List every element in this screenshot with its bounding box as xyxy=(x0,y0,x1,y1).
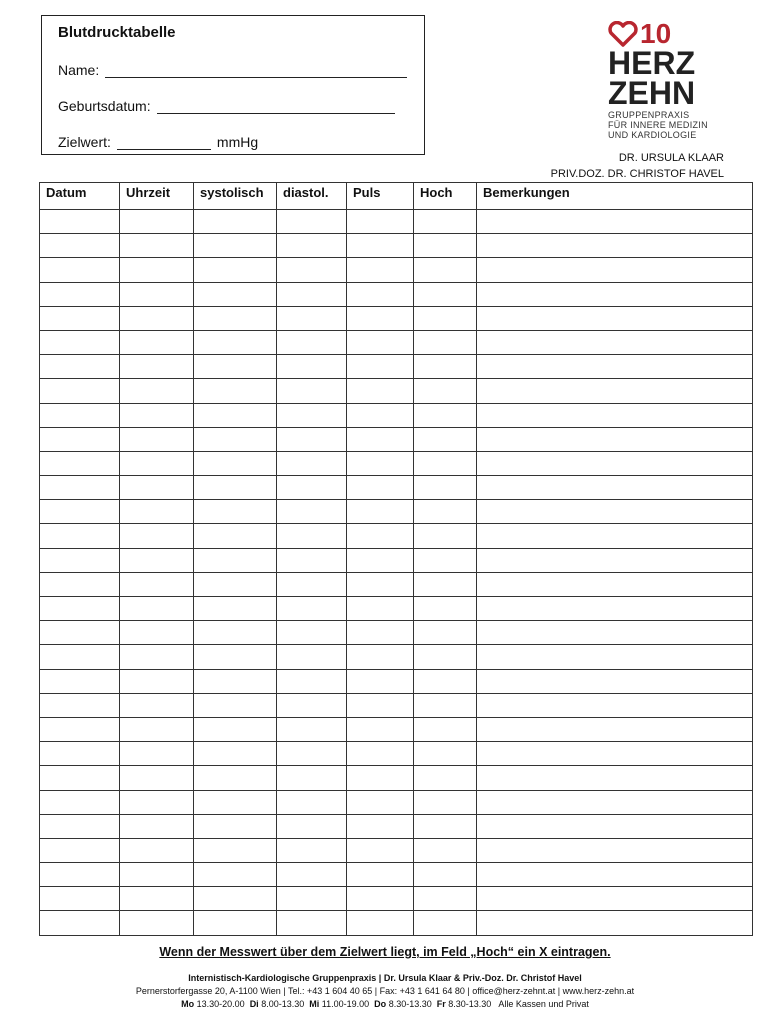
table-cell[interactable] xyxy=(277,548,347,572)
col-header-diastol: diastol. xyxy=(277,183,347,210)
table-cell[interactable] xyxy=(120,766,194,790)
table-cell[interactable] xyxy=(194,572,277,596)
table-cell[interactable] xyxy=(414,234,477,258)
table-cell[interactable] xyxy=(120,911,194,935)
table-cell[interactable] xyxy=(347,814,414,838)
table-cell[interactable] xyxy=(477,258,753,282)
table-cell[interactable] xyxy=(414,572,477,596)
table-row xyxy=(40,379,753,403)
table-cell[interactable] xyxy=(40,742,120,766)
table-cell[interactable] xyxy=(477,887,753,911)
table-cell[interactable] xyxy=(414,790,477,814)
table-cell[interactable] xyxy=(477,476,753,500)
hours-day: Do xyxy=(374,999,387,1009)
table-cell[interactable] xyxy=(120,814,194,838)
table-cell[interactable] xyxy=(347,863,414,887)
table-row xyxy=(40,234,753,258)
table-row xyxy=(40,500,753,524)
table-cell[interactable] xyxy=(120,742,194,766)
table-row xyxy=(40,742,753,766)
table-cell[interactable] xyxy=(277,306,347,330)
table-cell[interactable] xyxy=(194,597,277,621)
table-row xyxy=(40,427,753,451)
table-cell[interactable] xyxy=(477,451,753,475)
table-cell[interactable] xyxy=(414,717,477,741)
table-cell[interactable] xyxy=(40,887,120,911)
table-cell[interactable] xyxy=(477,234,753,258)
table-cell[interactable] xyxy=(40,548,120,572)
table-cell[interactable] xyxy=(120,306,194,330)
table-cell[interactable] xyxy=(414,766,477,790)
table-cell[interactable] xyxy=(414,451,477,475)
table-cell[interactable] xyxy=(120,693,194,717)
table-cell[interactable] xyxy=(277,258,347,282)
table-cell[interactable] xyxy=(120,234,194,258)
table-cell[interactable] xyxy=(40,911,120,935)
table-row xyxy=(40,524,753,548)
table-cell[interactable] xyxy=(477,306,753,330)
table-cell[interactable] xyxy=(347,306,414,330)
table-cell[interactable] xyxy=(347,355,414,379)
table-row xyxy=(40,572,753,596)
table-cell[interactable] xyxy=(120,258,194,282)
hours-time: 13.30-20.00 xyxy=(196,999,245,1009)
table-cell[interactable] xyxy=(277,911,347,935)
table-cell[interactable] xyxy=(477,403,753,427)
table-cell[interactable] xyxy=(347,210,414,234)
col-header-systolisch: systolisch xyxy=(194,183,277,210)
table-cell[interactable] xyxy=(120,403,194,427)
table-cell[interactable] xyxy=(40,282,120,306)
table-row xyxy=(40,863,753,887)
table-cell[interactable] xyxy=(347,911,414,935)
table-cell[interactable] xyxy=(477,282,753,306)
logo-herz: HERZ xyxy=(608,45,696,81)
table-cell[interactable] xyxy=(120,476,194,500)
target-unit: mmHg xyxy=(216,134,259,150)
table-row xyxy=(40,306,753,330)
table-cell[interactable] xyxy=(414,379,477,403)
table-cell[interactable] xyxy=(40,645,120,669)
table-cell[interactable] xyxy=(347,621,414,645)
table-cell[interactable] xyxy=(194,282,277,306)
table-row xyxy=(40,621,753,645)
table-row xyxy=(40,210,753,234)
table-cell[interactable] xyxy=(120,524,194,548)
table-cell[interactable] xyxy=(277,814,347,838)
table-cell[interactable] xyxy=(194,790,277,814)
table-cell[interactable] xyxy=(347,766,414,790)
patient-info-box xyxy=(41,15,425,155)
table-cell[interactable] xyxy=(347,379,414,403)
table-cell[interactable] xyxy=(414,210,477,234)
name-label: Name: xyxy=(58,62,100,78)
table-cell[interactable] xyxy=(40,427,120,451)
table-cell[interactable] xyxy=(40,330,120,354)
table-cell[interactable] xyxy=(120,621,194,645)
hours-day: Mi xyxy=(309,999,320,1009)
table-cell[interactable] xyxy=(40,306,120,330)
table-cell[interactable] xyxy=(277,379,347,403)
table-cell[interactable] xyxy=(120,548,194,572)
table-row xyxy=(40,717,753,741)
table-cell[interactable] xyxy=(414,645,477,669)
table-cell[interactable] xyxy=(194,887,277,911)
logo-zehn: ZEHN xyxy=(608,75,696,111)
table-cell[interactable] xyxy=(194,306,277,330)
table-cell[interactable] xyxy=(477,838,753,862)
birthdate-label: Geburtsdatum: xyxy=(58,98,151,114)
table-cell[interactable] xyxy=(277,645,347,669)
herz-zehn-logo xyxy=(608,20,738,140)
table-cell[interactable] xyxy=(194,524,277,548)
table-cell[interactable] xyxy=(194,669,277,693)
table-cell[interactable] xyxy=(120,282,194,306)
table-cell[interactable] xyxy=(347,427,414,451)
table-cell[interactable] xyxy=(277,427,347,451)
table-cell[interactable] xyxy=(347,548,414,572)
table-cell[interactable] xyxy=(277,451,347,475)
table-row xyxy=(40,548,753,572)
table-cell[interactable] xyxy=(347,524,414,548)
table-cell[interactable] xyxy=(277,210,347,234)
table-cell[interactable] xyxy=(277,766,347,790)
table-row xyxy=(40,669,753,693)
form-title: Blutdrucktabelle xyxy=(58,24,176,41)
table-cell[interactable] xyxy=(194,379,277,403)
table-cell[interactable] xyxy=(277,863,347,887)
table-cell[interactable] xyxy=(40,621,120,645)
table-cell[interactable] xyxy=(40,379,120,403)
table-cell[interactable] xyxy=(477,330,753,354)
table-cell[interactable] xyxy=(194,742,277,766)
table-cell[interactable] xyxy=(194,476,277,500)
table-cell[interactable] xyxy=(277,476,347,500)
table-cell[interactable] xyxy=(194,863,277,887)
table-cell[interactable] xyxy=(347,572,414,596)
table-cell[interactable] xyxy=(40,717,120,741)
table-cell[interactable] xyxy=(120,887,194,911)
hours-day: Di xyxy=(249,999,259,1009)
table-cell[interactable] xyxy=(40,258,120,282)
logo-subtitle-2: FÜR INNERE MEDIZIN xyxy=(608,120,708,130)
table-cell[interactable] xyxy=(40,500,120,524)
table-cell[interactable] xyxy=(414,306,477,330)
hours-time: 8.30-13.30 xyxy=(448,999,492,1009)
table-row xyxy=(40,693,753,717)
table-cell[interactable] xyxy=(277,669,347,693)
table-row xyxy=(40,838,753,862)
table-cell[interactable] xyxy=(277,234,347,258)
heart-icon xyxy=(608,21,638,47)
table-cell[interactable] xyxy=(40,669,120,693)
hours-insurance: Alle Kassen und Privat xyxy=(498,999,589,1009)
table-cell[interactable] xyxy=(120,427,194,451)
table-cell[interactable] xyxy=(477,717,753,741)
table-row xyxy=(40,645,753,669)
table-cell[interactable] xyxy=(477,621,753,645)
table-cell[interactable] xyxy=(120,379,194,403)
table-cell[interactable] xyxy=(120,572,194,596)
col-header-hoch: Hoch xyxy=(414,183,477,210)
target-input-line[interactable] xyxy=(117,135,211,150)
table-cell[interactable] xyxy=(347,500,414,524)
table-cell[interactable] xyxy=(120,500,194,524)
table-cell[interactable] xyxy=(477,814,753,838)
table-cell[interactable] xyxy=(40,597,120,621)
table-cell[interactable] xyxy=(347,330,414,354)
table-row xyxy=(40,403,753,427)
table-cell[interactable] xyxy=(347,887,414,911)
table-cell[interactable] xyxy=(277,693,347,717)
table-cell[interactable] xyxy=(194,403,277,427)
table-cell[interactable] xyxy=(477,500,753,524)
col-header-uhrzeit: Uhrzeit xyxy=(120,183,194,210)
table-cell[interactable] xyxy=(194,234,277,258)
hours-day: Mo xyxy=(181,999,195,1009)
table-cell[interactable] xyxy=(277,524,347,548)
blood-pressure-table xyxy=(39,182,753,936)
table-cell[interactable] xyxy=(347,717,414,741)
table-cell[interactable] xyxy=(120,838,194,862)
table-cell[interactable] xyxy=(277,597,347,621)
table-cell[interactable] xyxy=(194,500,277,524)
table-row xyxy=(40,790,753,814)
table-cell[interactable] xyxy=(477,597,753,621)
table-cell[interactable] xyxy=(277,330,347,354)
table-cell[interactable] xyxy=(477,693,753,717)
table-cell[interactable] xyxy=(120,669,194,693)
table-row xyxy=(40,355,753,379)
table-cell[interactable] xyxy=(477,790,753,814)
table-cell[interactable] xyxy=(277,500,347,524)
table-cell[interactable] xyxy=(477,210,753,234)
logo-number: 10 xyxy=(640,18,672,49)
table-row xyxy=(40,814,753,838)
table-cell[interactable] xyxy=(277,355,347,379)
table-cell[interactable] xyxy=(194,355,277,379)
table-cell[interactable] xyxy=(120,597,194,621)
table-cell[interactable] xyxy=(277,742,347,766)
table-cell[interactable] xyxy=(414,742,477,766)
hours-time: 8.30-13.30 xyxy=(388,999,432,1009)
table-cell[interactable] xyxy=(347,258,414,282)
table-cell[interactable] xyxy=(120,790,194,814)
table-cell[interactable] xyxy=(477,742,753,766)
instruction-note: Wenn der Messwert über dem Zielwert liegt, im Feld „Hoch“ ein X eintragen. xyxy=(159,945,611,959)
table-cell[interactable] xyxy=(414,427,477,451)
table-row xyxy=(40,330,753,354)
table-cell[interactable] xyxy=(477,524,753,548)
table-cell[interactable] xyxy=(120,330,194,354)
birthdate-field xyxy=(58,98,395,114)
table-cell[interactable] xyxy=(347,403,414,427)
table-cell[interactable] xyxy=(414,669,477,693)
table-cell[interactable] xyxy=(414,355,477,379)
table-cell[interactable] xyxy=(194,548,277,572)
table-cell[interactable] xyxy=(414,863,477,887)
table-row xyxy=(40,887,753,911)
table-cell[interactable] xyxy=(40,524,120,548)
table-cell[interactable] xyxy=(477,572,753,596)
logo-subtitle-1: GRUPPENPRAXIS xyxy=(608,110,690,120)
logo-subtitle-3: UND KARDIOLOGIE xyxy=(608,130,697,140)
col-header-bemerkungen: Bemerkungen xyxy=(477,183,753,210)
table-cell[interactable] xyxy=(194,427,277,451)
table-cell[interactable] xyxy=(120,717,194,741)
table-cell[interactable] xyxy=(277,403,347,427)
table-cell[interactable] xyxy=(277,282,347,306)
table-cell[interactable] xyxy=(40,210,120,234)
table-cell[interactable] xyxy=(40,403,120,427)
table-cell[interactable] xyxy=(414,814,477,838)
table-cell[interactable] xyxy=(277,887,347,911)
table-cell[interactable] xyxy=(120,210,194,234)
table-cell[interactable] xyxy=(414,330,477,354)
table-row xyxy=(40,258,753,282)
table-cell[interactable] xyxy=(40,355,120,379)
table-cell[interactable] xyxy=(40,814,120,838)
table-cell[interactable] xyxy=(194,911,277,935)
table-cell[interactable] xyxy=(194,717,277,741)
table-cell[interactable] xyxy=(40,693,120,717)
table-cell[interactable] xyxy=(414,500,477,524)
table-cell[interactable] xyxy=(277,790,347,814)
table-cell[interactable] xyxy=(40,451,120,475)
table-cell[interactable] xyxy=(40,766,120,790)
table-row xyxy=(40,282,753,306)
table-cell[interactable] xyxy=(120,451,194,475)
table-cell[interactable] xyxy=(40,838,120,862)
table-cell[interactable] xyxy=(277,838,347,862)
col-header-datum: Datum xyxy=(40,183,120,210)
table-cell[interactable] xyxy=(347,742,414,766)
table-cell[interactable] xyxy=(347,669,414,693)
table-cell[interactable] xyxy=(277,621,347,645)
table-cell[interactable] xyxy=(40,790,120,814)
table-header-row xyxy=(40,183,753,210)
table-cell[interactable] xyxy=(194,838,277,862)
table-cell[interactable] xyxy=(477,548,753,572)
table-cell[interactable] xyxy=(477,911,753,935)
table-cell[interactable] xyxy=(414,693,477,717)
table-cell[interactable] xyxy=(194,645,277,669)
table-cell[interactable] xyxy=(347,282,414,306)
target-value-field xyxy=(58,134,258,150)
table-row xyxy=(40,451,753,475)
table-cell[interactable] xyxy=(120,355,194,379)
target-label: Zielwert: xyxy=(58,134,111,150)
table-cell[interactable] xyxy=(477,427,753,451)
hours-day: Fr xyxy=(436,999,446,1009)
table-cell[interactable] xyxy=(347,693,414,717)
table-cell[interactable] xyxy=(414,524,477,548)
table-cell[interactable] xyxy=(194,693,277,717)
table-cell[interactable] xyxy=(347,451,414,475)
table-row xyxy=(40,476,753,500)
table-cell[interactable] xyxy=(194,766,277,790)
table-cell[interactable] xyxy=(414,621,477,645)
name-field xyxy=(58,62,407,78)
table-cell[interactable] xyxy=(414,548,477,572)
table-row xyxy=(40,766,753,790)
table-cell[interactable] xyxy=(194,451,277,475)
table-cell[interactable] xyxy=(40,863,120,887)
table-cell[interactable] xyxy=(277,572,347,596)
table-cell[interactable] xyxy=(414,403,477,427)
table-cell[interactable] xyxy=(414,887,477,911)
table-cell[interactable] xyxy=(414,911,477,935)
hours-time: 8.00-13.30 xyxy=(261,999,305,1009)
table-body xyxy=(40,210,753,936)
table-cell[interactable] xyxy=(277,717,347,741)
table-cell[interactable] xyxy=(414,476,477,500)
footer-practice: Internistisch-Kardiologische Gruppenpraxis | Dr. Ursula Klaar & Priv.-Doz. Dr. Christof Havel xyxy=(188,973,582,983)
table-cell[interactable] xyxy=(194,330,277,354)
table-cell[interactable] xyxy=(194,210,277,234)
table-cell[interactable] xyxy=(347,234,414,258)
table-cell[interactable] xyxy=(194,621,277,645)
table-cell[interactable] xyxy=(40,572,120,596)
table-cell[interactable] xyxy=(120,645,194,669)
doctor-name-2: PRIV.DOZ. DR. CHRISTOF HAVEL xyxy=(550,168,724,180)
table-cell[interactable] xyxy=(194,814,277,838)
table-cell[interactable] xyxy=(414,838,477,862)
table-cell[interactable] xyxy=(40,234,120,258)
birthdate-input-line[interactable] xyxy=(157,99,395,114)
table-cell[interactable] xyxy=(414,258,477,282)
table-row xyxy=(40,911,753,935)
table-cell[interactable] xyxy=(120,863,194,887)
table-row xyxy=(40,597,753,621)
table-cell[interactable] xyxy=(477,766,753,790)
table-cell[interactable] xyxy=(414,597,477,621)
hours-time: 11.00-19.00 xyxy=(321,999,370,1009)
footer-contact: Pernerstorfergasse 20, A-1100 Wien | Tel.: +43 1 604 40 65 | Fax: +43 1 641 64 80 | office@herz-zehnt.at | www.herz-zehn.at xyxy=(135,986,635,996)
doctor-name-1: DR. URSULA KLAAR xyxy=(618,152,724,164)
col-header-puls: Puls xyxy=(347,183,414,210)
table-cell[interactable] xyxy=(477,355,753,379)
table-cell[interactable] xyxy=(347,838,414,862)
table-cell[interactable] xyxy=(477,379,753,403)
table-cell[interactable] xyxy=(194,258,277,282)
table-cell[interactable] xyxy=(40,476,120,500)
table-cell[interactable] xyxy=(347,476,414,500)
table-cell[interactable] xyxy=(477,863,753,887)
table-cell[interactable] xyxy=(347,597,414,621)
name-input-line[interactable] xyxy=(105,63,407,78)
footer-hours xyxy=(0,999,770,1009)
table-cell[interactable] xyxy=(347,645,414,669)
table-cell[interactable] xyxy=(414,282,477,306)
table-cell[interactable] xyxy=(347,790,414,814)
table-cell[interactable] xyxy=(477,669,753,693)
table-cell[interactable] xyxy=(477,645,753,669)
